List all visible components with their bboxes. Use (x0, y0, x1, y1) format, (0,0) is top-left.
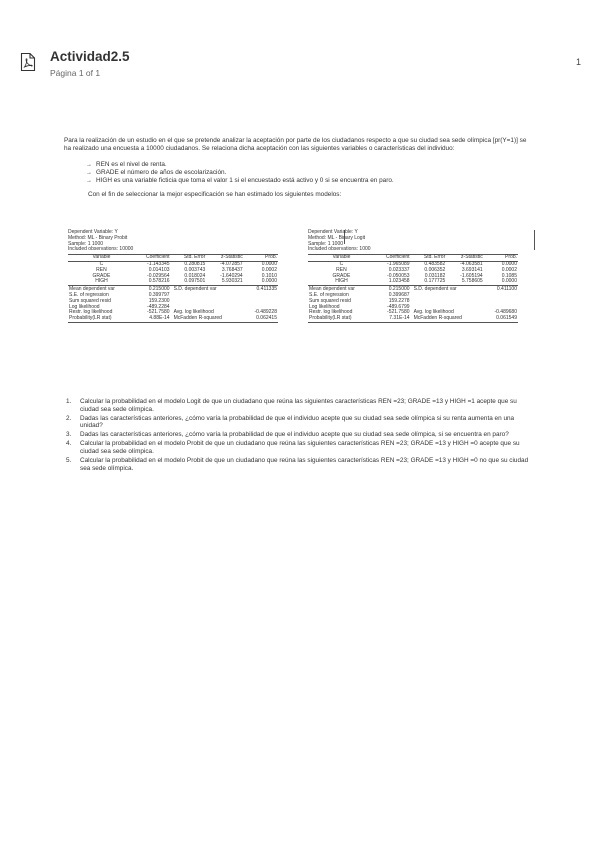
variable-item: → GRADE el número de años de escolarización. (88, 169, 534, 177)
stat-value: -521.7580 (387, 309, 410, 316)
stat-label: McFadden R-squared (171, 316, 244, 322)
table-cell: 3.768437 (221, 266, 243, 273)
question-item: 4. Calcular la probabilidad en el modelo Probit de que un ciudadano que reúna las siguientes características REN =23; GRADE =13 y HIGH =0 acepte que su ciudad sea sede olímpica. (66, 440, 520, 456)
document-body (64, 137, 534, 198)
meta-line: Included observations: 10000 (68, 246, 134, 253)
column-header: Prob. (484, 255, 518, 262)
meta-line: Dependent Variable: Y (308, 229, 358, 235)
table-cell: 0.023337 (388, 266, 410, 273)
meta-line: Sample: 1 1000 (308, 240, 344, 247)
table-cell: 0.1010 (261, 272, 277, 279)
stat-value: -521.7580 (147, 309, 170, 316)
stat-label: Log likelihood (69, 303, 100, 310)
stat-value: -0.489680 (494, 309, 517, 316)
stat-label: S.E. of regression (69, 291, 109, 298)
stat-label: S.D. dependent var (173, 286, 217, 293)
question-list (66, 398, 536, 474)
logit-table (308, 230, 518, 323)
stat-value: 0.062415 (244, 316, 278, 322)
table-cell: 3.693141 (461, 266, 483, 273)
meta-line: Included observations: 1000 (308, 246, 371, 253)
table-cell: 0.031182 (424, 272, 446, 279)
table-cell: GRADE (332, 272, 351, 279)
stat-label: Mean dependent var (309, 286, 355, 293)
column-header: Coefficient (375, 255, 411, 262)
page-info: Página 1 of 1 (50, 68, 101, 78)
stat-value: 0.399687 (388, 291, 410, 298)
table-cell: 5.758605 (461, 278, 483, 285)
table-cell: 0.483582 (424, 260, 446, 267)
stat-label: Log likelihood (309, 303, 340, 310)
stat-label: Avg. log likelihood (173, 309, 214, 316)
stat-value: 7.31E-14 (375, 316, 411, 322)
table-cell: C (99, 260, 104, 267)
table-cell: -0.029564 (147, 272, 170, 279)
table-cell: GRADE (92, 272, 111, 279)
column-header: Std. Error (411, 255, 447, 262)
column-header: z-Statistic (206, 255, 243, 262)
intro-paragraph: Para la realización de un estudio en el que se pretende analizar la aceptación por parte de los ciudadanos respecto a que su ciudad sea sede olímpica [pr(Y=1)] se ha realizado una encuesta a 10000 ciudadanos. Se relaciona dicha aceptación con las siguientes variables o características del individuo: (64, 137, 527, 153)
table-cell: REN (96, 266, 107, 273)
stat-value: 0.411335 (256, 286, 277, 293)
meta-line: Sample: 1 1000 (68, 240, 104, 247)
stat-label: S.D. dependent var (413, 286, 457, 293)
table-cell: 0.578216 (148, 278, 170, 285)
table-cell: -4.063581 (460, 260, 483, 267)
stat-value: 0.215000 (148, 286, 170, 293)
table-cell: -1.640294 (220, 272, 243, 279)
stat-value: 0.215000 (388, 286, 410, 293)
meta-line: Dependent Variable: Y (68, 229, 118, 235)
table-cell: 0.177725 (424, 278, 446, 285)
table-cell: 0.003743 (184, 266, 206, 273)
stat-value: 0.061549 (484, 316, 518, 322)
table-cell: 0.0000 (501, 260, 517, 267)
column-header: Variable (308, 255, 375, 262)
stat-label: S.E. of regression (309, 291, 349, 298)
variable-list (88, 161, 534, 185)
table-cell: 0.014103 (148, 266, 170, 273)
table-border (534, 230, 535, 250)
meta-line: Method: ML - Binary Logit (308, 234, 366, 241)
probit-table (68, 230, 278, 323)
page-number: 1 (576, 57, 582, 67)
table-meta (308, 230, 518, 253)
column-header: z-Statistic (446, 255, 483, 262)
stat-label: Sum squared resid (309, 297, 351, 304)
stat-label: Probability(LR stat) (308, 316, 375, 322)
table-cell: 0.0002 (501, 266, 517, 273)
meta-line: Method: ML - Binary Probit (68, 234, 128, 241)
table-meta (68, 230, 278, 253)
question-item: 1. Calcular la probabilidad en el modelo Logit de que un ciudadano que reúna las siguientes características REN =23; GRADE =13 y HIGH =1 acepte que su ciudad sea sede olímpica. (66, 398, 517, 413)
stat-label: Mean dependent var (69, 286, 115, 293)
stat-value: -489.6799 (387, 303, 410, 310)
table-cell: -0.050053 (387, 272, 410, 279)
coefficient-table (308, 254, 518, 323)
column-header: Variable (68, 255, 135, 262)
question-item: 2. Dadas las características anteriores, ¿cómo varía la probabilidad de que el individuo acepte que su ciudad sea sede olímpica si su renta aumenta en una unidad? (66, 414, 515, 430)
table-cell: 0.1085 (501, 272, 517, 279)
viewer-header (0, 0, 599, 90)
question-item: 3. Dadas las características anteriores, ¿cómo varía la probabilidad de que el individuo acepte que su ciudad sea sede olímpica, si se encuentra en paro? (66, 431, 509, 439)
column-header: Coefficient (135, 255, 171, 262)
stat-label: Sum squared resid (69, 297, 111, 304)
stat-value: 0.399797 (148, 291, 170, 298)
pdf-file-icon (20, 52, 36, 72)
stat-label: Restr. log likelihood (309, 309, 353, 316)
stat-value: -0.489228 (254, 309, 277, 316)
table-cell: -1.605194 (460, 272, 483, 279)
stat-value: 159.2300 (148, 297, 170, 304)
table-cell: -4.072857 (220, 260, 243, 267)
document-title: Actividad2.5 (50, 49, 130, 64)
table-cell: -1.143345 (147, 260, 170, 267)
table-cell: 0.0000 (261, 260, 277, 267)
column-header: Std. Error (171, 255, 207, 262)
table-cell: HIGH (335, 278, 348, 285)
stat-value: -489.2284 (147, 303, 170, 310)
stat-value: 159.2278 (388, 297, 410, 304)
table-cell: 1.023458 (388, 278, 410, 285)
table-cell: 0.097501 (184, 278, 206, 285)
table-cell: 0.006352 (424, 266, 446, 273)
stats-row (68, 316, 278, 322)
stats-row (308, 316, 518, 322)
purpose-paragraph: Con el fin de seleccionar la mejor especificación se han estimado los siguientes modelos: (88, 191, 342, 199)
stat-label: Probability(LR stat) (68, 316, 135, 322)
table-cell: HIGH (95, 278, 108, 285)
table-cell: -1.965089 (387, 260, 410, 267)
question-item: 5. Calcular la probabilidad en el modelo Probit de que un ciudadano que reúna las siguientes características REN =23; GRADE =13 y HIGH =0 no que su ciudad sea sede olímpica. (66, 457, 529, 472)
stat-value: 0.411100 (496, 286, 517, 293)
coefficient-table (68, 254, 278, 323)
stat-label: McFadden R-squared (411, 316, 484, 322)
table-cell: 5.930321 (221, 278, 243, 285)
table-cell: 0.018024 (184, 272, 206, 279)
table-cell: 0.0000 (501, 278, 517, 285)
variable-item: → HIGH es una variable ficticia que toma el valor 1 si el encuestado está activo y 0 si se encuentra en paro. (88, 177, 534, 185)
table-cell: 0.0002 (261, 266, 277, 273)
table-cell: 0.0000 (261, 278, 277, 285)
table-cell: REN (336, 266, 347, 273)
stat-label: Restr. log likelihood (69, 309, 113, 316)
table-cell: 0.280815 (184, 260, 206, 267)
variable-item: → REN es el nivel de renta. (88, 161, 534, 169)
stat-label: Avg. log likelihood (413, 309, 454, 316)
column-header: Prob. (244, 255, 278, 262)
stat-value: 4.88E-14 (135, 316, 171, 322)
estimation-tables (68, 230, 532, 400)
table-cell: C (339, 260, 344, 267)
